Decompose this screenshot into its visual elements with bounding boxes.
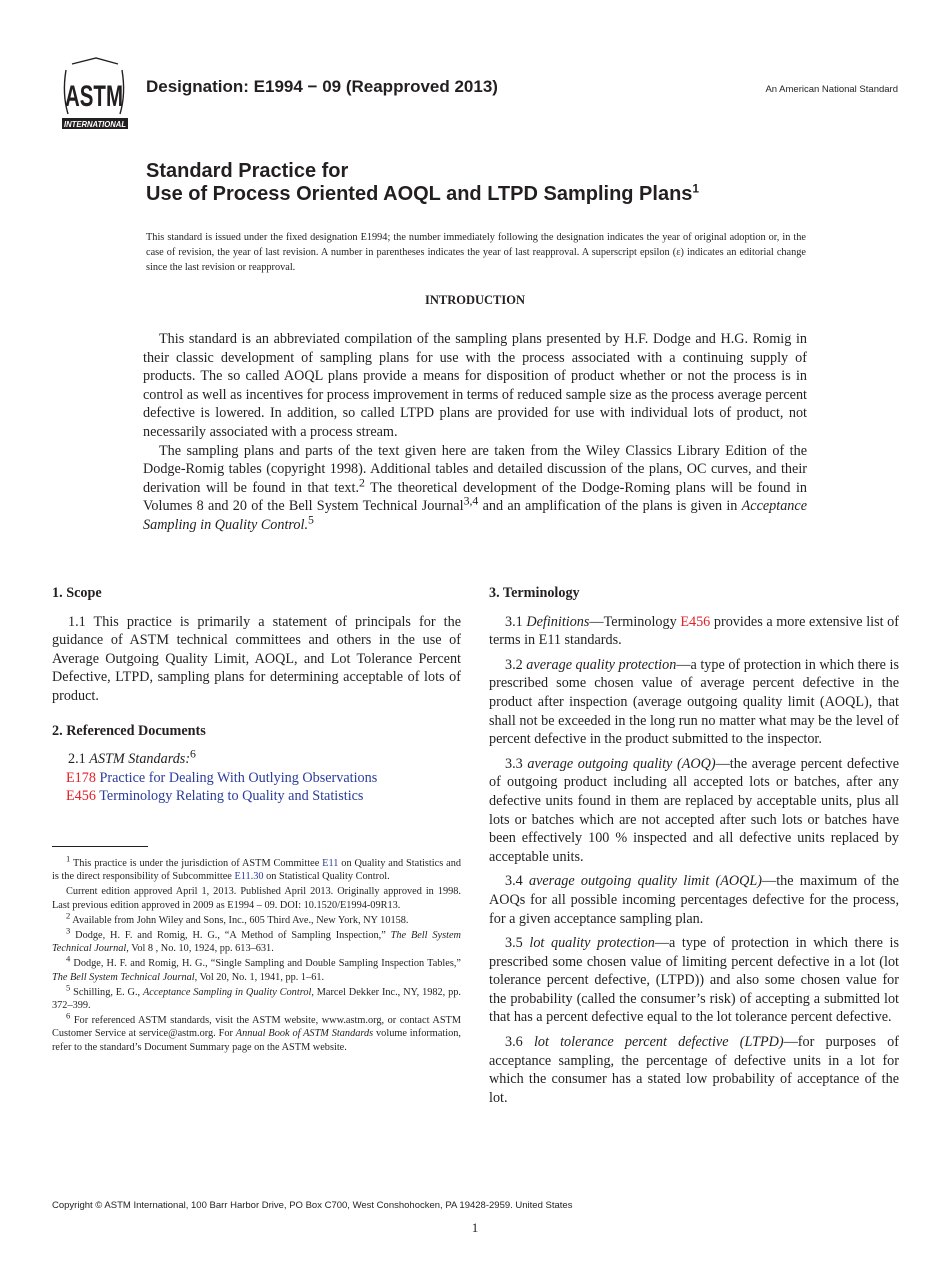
footnote-6: $^6$ For referenced ASTM standards, visit the ASTM website, www.astm.org, or contact ASTM Customer Service at service@astm.org. For Annual Book of ASTM Standards volume information, refer to the standard’s Document Summary page on the ASTM website. — [52, 1010, 461, 1053]
footnote-divider — [52, 846, 148, 847]
term-3-3: 3.3 average outgoing quality (AOQ)—the average percent defective of outgoing product including all accepted lots or batches, after any defective units found in them are replaced by acceptable units, plus all lots or batches which are not accepted after such lots or batches have been effectively 100 % inspected and all defective units replaced by acceptable units. — [489, 755, 899, 865]
link-e11[interactable]: E11 — [322, 858, 339, 869]
footnote-3: $^3$ Dodge, H. F. and Romig, H. G., “A Method of Sampling Inspection,” The Bell System Technical Journal, Vol 8 , No. 10, 1924, pp. 613–631. — [52, 925, 461, 955]
term-3-2: 3.2 average quality protection—a type of protection in which there is prescribed some chosen value of average percent defective in the product after inspection (average outgoing quality limit (AOQL), that shall not be exceeded in the long run no matter what may be the level of percent defective in the product submitted to the inspector. — [489, 656, 900, 748]
footnote-2: $^2$ Available from John Wiley and Sons, Inc., 605 Third Ave., New York, NY 10158. — [66, 910, 409, 926]
page-title — [146, 160, 699, 206]
astm-standards-subheading: 2.1 ASTM Standards:$^6$ — [68, 746, 196, 768]
term-3-4: 3.4 average outgoing quality limit (AOQL)—the maximum of the AOQs for all possible incoming percentages defective for the process, for a given acceptance sampling plan. — [489, 873, 899, 927]
terminology-heading: 3. Terminology — [489, 585, 580, 601]
footnotes — [52, 853, 461, 1056]
intro-paragraph-1: This standard is an abbreviated compilation of the sampling plans presented by H.F. Dodge and H.G. Romig in their classic development of sampling plans for use with the process associated with a continuing supply of products. The so called AOQL plans provide a means for disposition of product whether or not the process is in control as well as incentives for process improvement in terms of reduced sample size as the process average percent defective is lowered. In addition, so called LTPD plans are provided for use with individual lots of product, not necessarily associated with a process stream. — [143, 331, 807, 440]
logo-text: ASTM — [65, 80, 123, 113]
footnote-edition: Current edition approved April 1, 2013. Published April 2013. Originally approved in 1998. Last previous edition approved in 2009 as E1994 – 09. DOI: 10.1520/E1994-09R13. — [52, 886, 461, 911]
copyright: Copyright © ASTM International, 100 Barr Harbor Drive, PO Box C700, West Conshohocken, PA 19428-2959. United States — [52, 1200, 573, 1211]
right-column — [489, 584, 899, 1113]
term-3-5: 3.5 lot quality protection—a type of protection in which there is prescribed some chosen value of limiting percent defective in a lot (lot tolerance percent defective, (LTPD)) and also some chosen value for the probability (called the consumer’s risk) of accepting a submitted lot that has a percent defective equal to the lot tolerance percent defective. — [489, 935, 900, 1026]
footnote-1: $^1$ This practice is under the jurisdiction of ASTM Committee E11 on Quality and Statistics and is the direct responsibility of Subcommittee E11.30 on Statistical Quality Control. — [52, 853, 461, 883]
link-e456[interactable]: E456 — [680, 613, 711, 630]
reference-e456[interactable]: E456 Terminology Relating to Quality and Statistics — [66, 788, 364, 805]
left-column — [52, 584, 461, 806]
astm-logo — [52, 56, 136, 136]
referenced-heading: 2. Referenced Documents — [52, 722, 206, 739]
designation-notice: This standard is issued under the fixed designation E1994; the number immediately following the designation indicates the year of original adoption or, in the case of revision, the year of last revision. A number in parentheses indicates the year of last reapproval. A superscript epsilon (ε) indicates an editorial change since the last revision or reapproval. — [146, 232, 806, 273]
reference-e178[interactable]: E178 Practice for Dealing With Outlying Observations — [66, 769, 378, 786]
title-line-2: Use of Process Oriented AOQL and LTPD Sampling Plans$^1$ — [146, 181, 700, 205]
introduction-heading: INTRODUCTION — [424, 293, 525, 307]
page-number: 1 — [471, 1220, 479, 1235]
term-3-1: 3.1 Definitions—Terminology E456 provides a more extensive list of terms in E11 standards. — [489, 613, 899, 649]
intro-paragraph-2: The sampling plans and parts of the text given here are taken from the Wiley Classics Library Edition of the Dodge-Romig tables (copyright 1998). Additional tables and detailed discussion of the plans, OC curves, and their derivation will be found in that text.$^2$ The theoretical development of the Dodge-Roming plans will be found in Volumes 8 and 20 of the Bell System Technical Journal$^{3,4}$ and an amplification of the plans is given in Acceptance Sampling in Quality Control.$^5$ — [143, 442, 807, 533]
national-standard-label: An American National Standard — [765, 84, 898, 95]
term-3-6: 3.6 lot tolerance percent defective (LTPD)—for purposes of acceptance sampling, the percentage of defective units in a lot for which the consumer has a stated low probability of acceptance of the lot. — [489, 1034, 899, 1106]
footnote-5: $^5$ Schilling, E. G., Acceptance Sampling in Quality Control, Marcel Dekker Inc., NY, 1982, pp. 372–399. — [52, 982, 461, 1012]
scope-heading: 1. Scope — [52, 585, 102, 601]
introduction — [143, 330, 807, 535]
logo-subtext: INTERNATIONAL — [64, 119, 126, 129]
scope-paragraph: 1.1 This practice is primarily a statement of principals for the guidance of ASTM technical committees and others in the use of Average Outgoing Quality Limit, AOQL, and Lot Tolerance Percent Defective, LTPD, sampling plans for determining acceptable of lots of product. — [52, 613, 461, 704]
designation: Designation: E1994 − 09 (Reapproved 2013) — [146, 77, 498, 96]
link-e11-30[interactable]: E11.30 — [234, 871, 264, 883]
title-line-1: Standard Practice for — [146, 160, 349, 182]
footnote-4: $^4$ Dodge, H. F. and Romig, H. G., “Single Sampling and Double Sampling Inspection Tables,” The Bell System Technical Journal, Vol 20, No. 1, 1941, pp. 1–61. — [52, 954, 461, 983]
